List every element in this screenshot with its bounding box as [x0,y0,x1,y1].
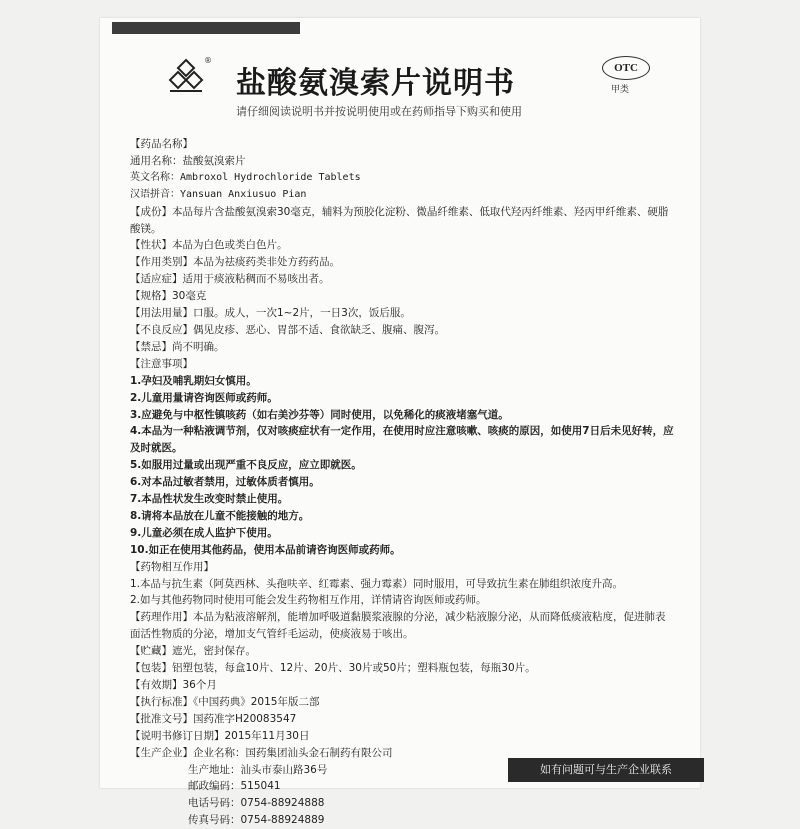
company-fax: 传真号码：0754-88924889 [188,814,325,827]
precaution-item: 6.对本品过敏者禁用，过敏体质者慎用。 [130,476,320,489]
approval-number: 【批准文号】国药准字H20083547 [130,712,297,725]
validity: 【有效期】36个月 [130,679,217,691]
company-name: 企业名称：国药集团汕头金石制药有限公司 [193,746,393,759]
precaution-item: 9.儿童必须在成人监护下使用。 [130,526,278,539]
precaution-item: 8.请将本品放在儿童不能接触的地方。 [130,509,310,522]
storage: 【贮藏】遮光，密封保存。 [130,645,256,658]
otc-class-label: 甲类 [611,85,630,95]
indication: 【适应症】适用于痰液粘稠而不易咳出者。 [130,273,330,286]
company-postcode: 邮政编码：515041 [188,780,281,793]
specification: 【规格】30毫克 [130,290,207,303]
section-precautions: 【注意事项】 [130,357,193,370]
pharmacology: 【药理作用】本品为粘液溶解剂，能增加呼吸道黏膜浆液腺的分泌，减少粘液腺分泌，从而降低痰液粘度，促进肺表面活性物质的分泌，增加支气管纤毛运动，使痰液易于咳出。 [130,611,666,641]
appearance: 【性状】本品为白色或类白色片。 [130,239,288,252]
company-phone: 电话号码：0754-88924888 [188,797,325,810]
precaution-item: 10.如正在使用其他药品，使用本品前请咨询医师或药师。 [130,543,401,556]
revision-date: 【说明书修订日期】2015年11月30日 [130,729,310,742]
section-interactions: 【药物相互作用】 [130,560,214,573]
document-title: 盐酸氨溴索片说明书 [236,66,515,101]
contact-footer: 如有问题可与生产企业联系 [508,758,704,782]
precaution-item: 7.本品性状发生改变时禁止使用。 [130,493,289,506]
manufacturer-label: 【生产企业】 [130,746,193,759]
category: 【作用类别】本品为祛痰药类非处方药药品。 [130,256,340,269]
precaution-item: 1.孕妇及哺乳期妇女慎用。 [130,374,257,387]
precaution-item: 2.儿童用量请咨询医师或药师。 [130,391,278,404]
company-logo [168,58,204,94]
ingredients: 【成份】本品每片含盐酸氨溴索30毫克，辅料为预胶化淀粉、微晶纤维素、低取代羟丙纤维素、羟丙甲纤维素、硬脂酸镁。 [130,205,669,235]
precaution-item: 4.本品为一种粘液调节剂，仅对咳痰症状有一定作用，在使用时应注意咳嗽、咳痰的原因，如使用7日后未见好转，应及时就医。 [130,425,674,455]
section-drug-name: 【药品名称】 [130,138,193,150]
leaflet-content [130,136,675,829]
reading-advice: 请仔细阅读说明书并按说明使用或在药师指导下购买和使用 [236,105,522,118]
precaution-item: 5.如服用过量或出现严重不良反应，应立即就医。 [130,459,362,472]
english-name: 英文名称：Ambroxol Hydrochloride Tablets [130,171,361,183]
precaution-item: 3.应避免与中枢性镇咳药（如右美沙芬等）同时使用，以免稀化的痰液堵塞气道。 [130,408,509,421]
adverse-reactions: 【不良反应】偶见皮疹、恶心、胃部不适、食欲缺乏、腹痛、腹泻。 [130,323,445,336]
pinyin-name: 汉语拼音：Yansuan Anxiusuo Pian [130,188,307,200]
contraindication: 【禁忌】尚不明确。 [130,340,225,353]
dosage: 【用法用量】口服。成人，一次1~2片，一日3次，饭后服。 [130,307,411,320]
interaction-item: 2.如与其他药物同时使用可能会发生药物相互作用，详情请咨询医师或药师。 [130,594,487,607]
registered-mark: ® [204,56,212,65]
company-address: 生产地址：汕头市泰山路36号 [188,763,328,776]
otc-badge: OTC [602,56,650,80]
top-dark-bar [112,22,300,34]
interaction-item: 1.本品与抗生素（阿莫西林、头孢呋辛、红霉素、强力霉素）同时服用，可导致抗生素在肺组织浓度升高。 [130,577,624,590]
generic-name: 通用名称：盐酸氨溴索片 [130,154,246,167]
package: 【包装】铝塑包装，每盒10片、12片、20片、30片或50片；塑料瓶包装，每瓶30片。 [130,662,536,675]
standard: 【执行标准】《中国药典》2015年版二部 [130,695,320,708]
